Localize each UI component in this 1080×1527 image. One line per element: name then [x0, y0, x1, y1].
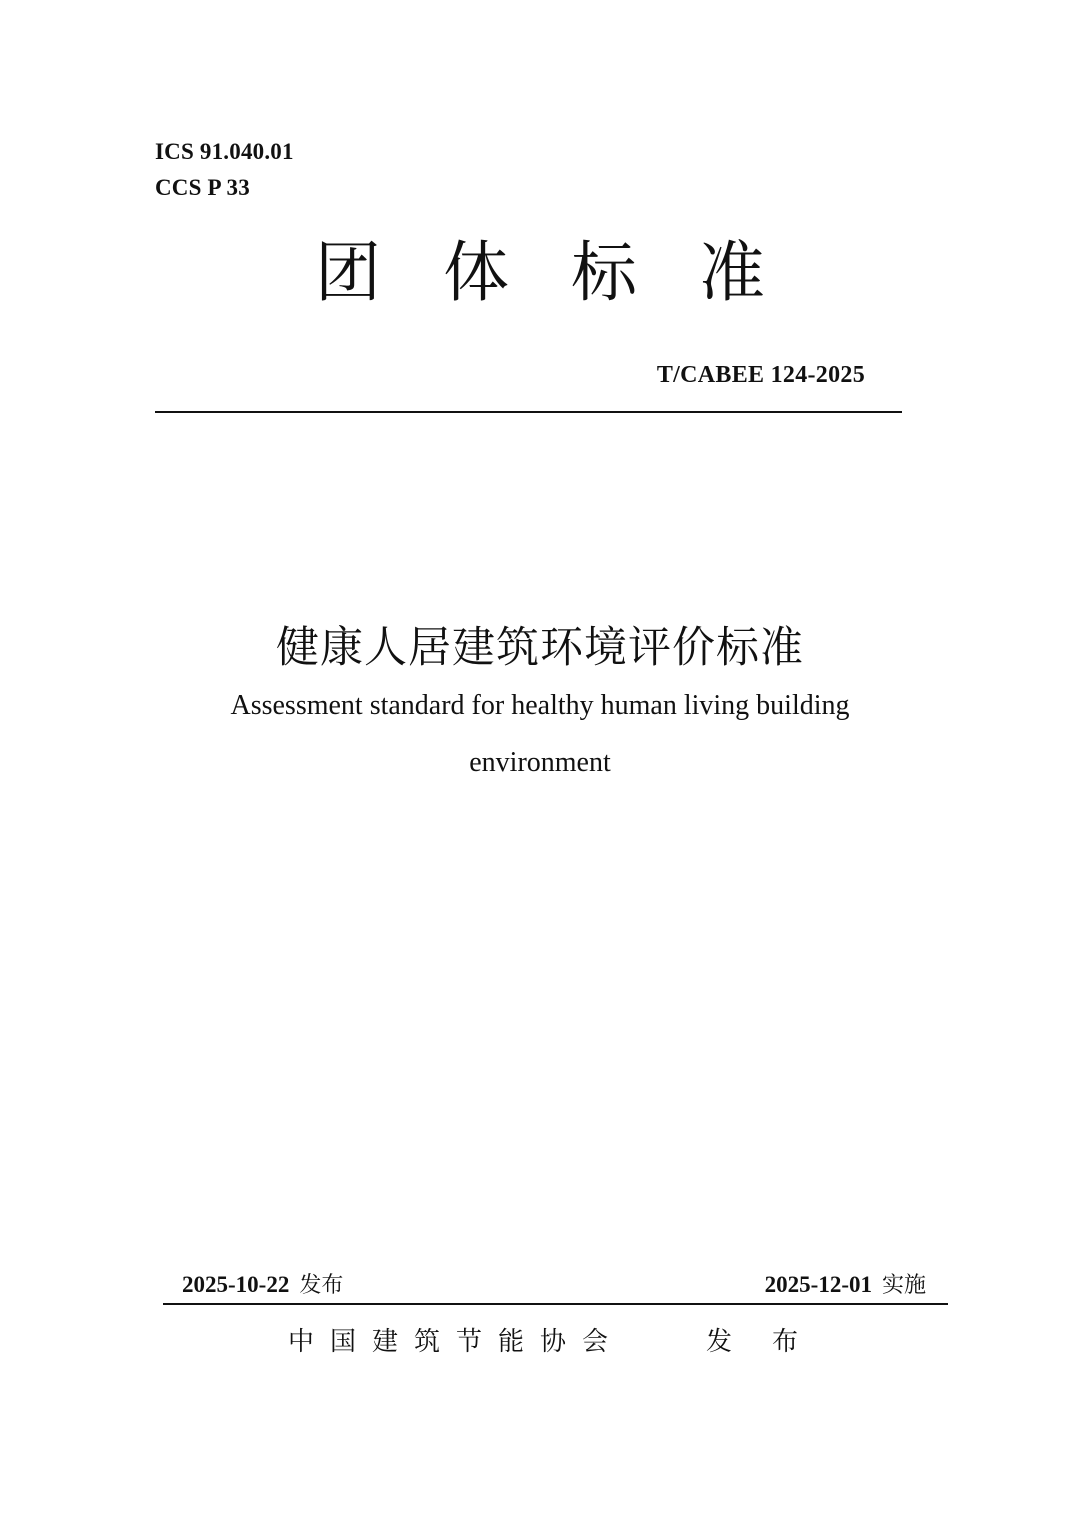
issue-label: 发布: [299, 1273, 344, 1298]
header-divider: [155, 411, 902, 413]
standard-number: T/CABEE 124-2025: [656, 362, 865, 388]
publisher-name: 中国建筑节能协会: [288, 1327, 625, 1357]
ics-code: ICS 91.040.01: [155, 139, 294, 164]
implementation-date: 2025-12-01: [764, 1272, 872, 1297]
issue-date: 2025-10-22: [182, 1272, 290, 1297]
issue-date-block: [182, 1270, 343, 1301]
title-english-line1: Assessment standard for healthy human living building: [230, 690, 850, 721]
document-type-heading: 团体标准: [315, 234, 827, 311]
title-chinese: 健康人居建筑环境评价标准: [276, 623, 804, 673]
implementation-date-block: [765, 1270, 926, 1301]
publish-label: 发布: [706, 1327, 839, 1357]
footer-divider: [163, 1303, 948, 1305]
title-english-line2: environment: [469, 747, 611, 778]
ccs-code: CCS P 33: [155, 175, 250, 200]
implementation-label: 实施: [881, 1273, 926, 1298]
